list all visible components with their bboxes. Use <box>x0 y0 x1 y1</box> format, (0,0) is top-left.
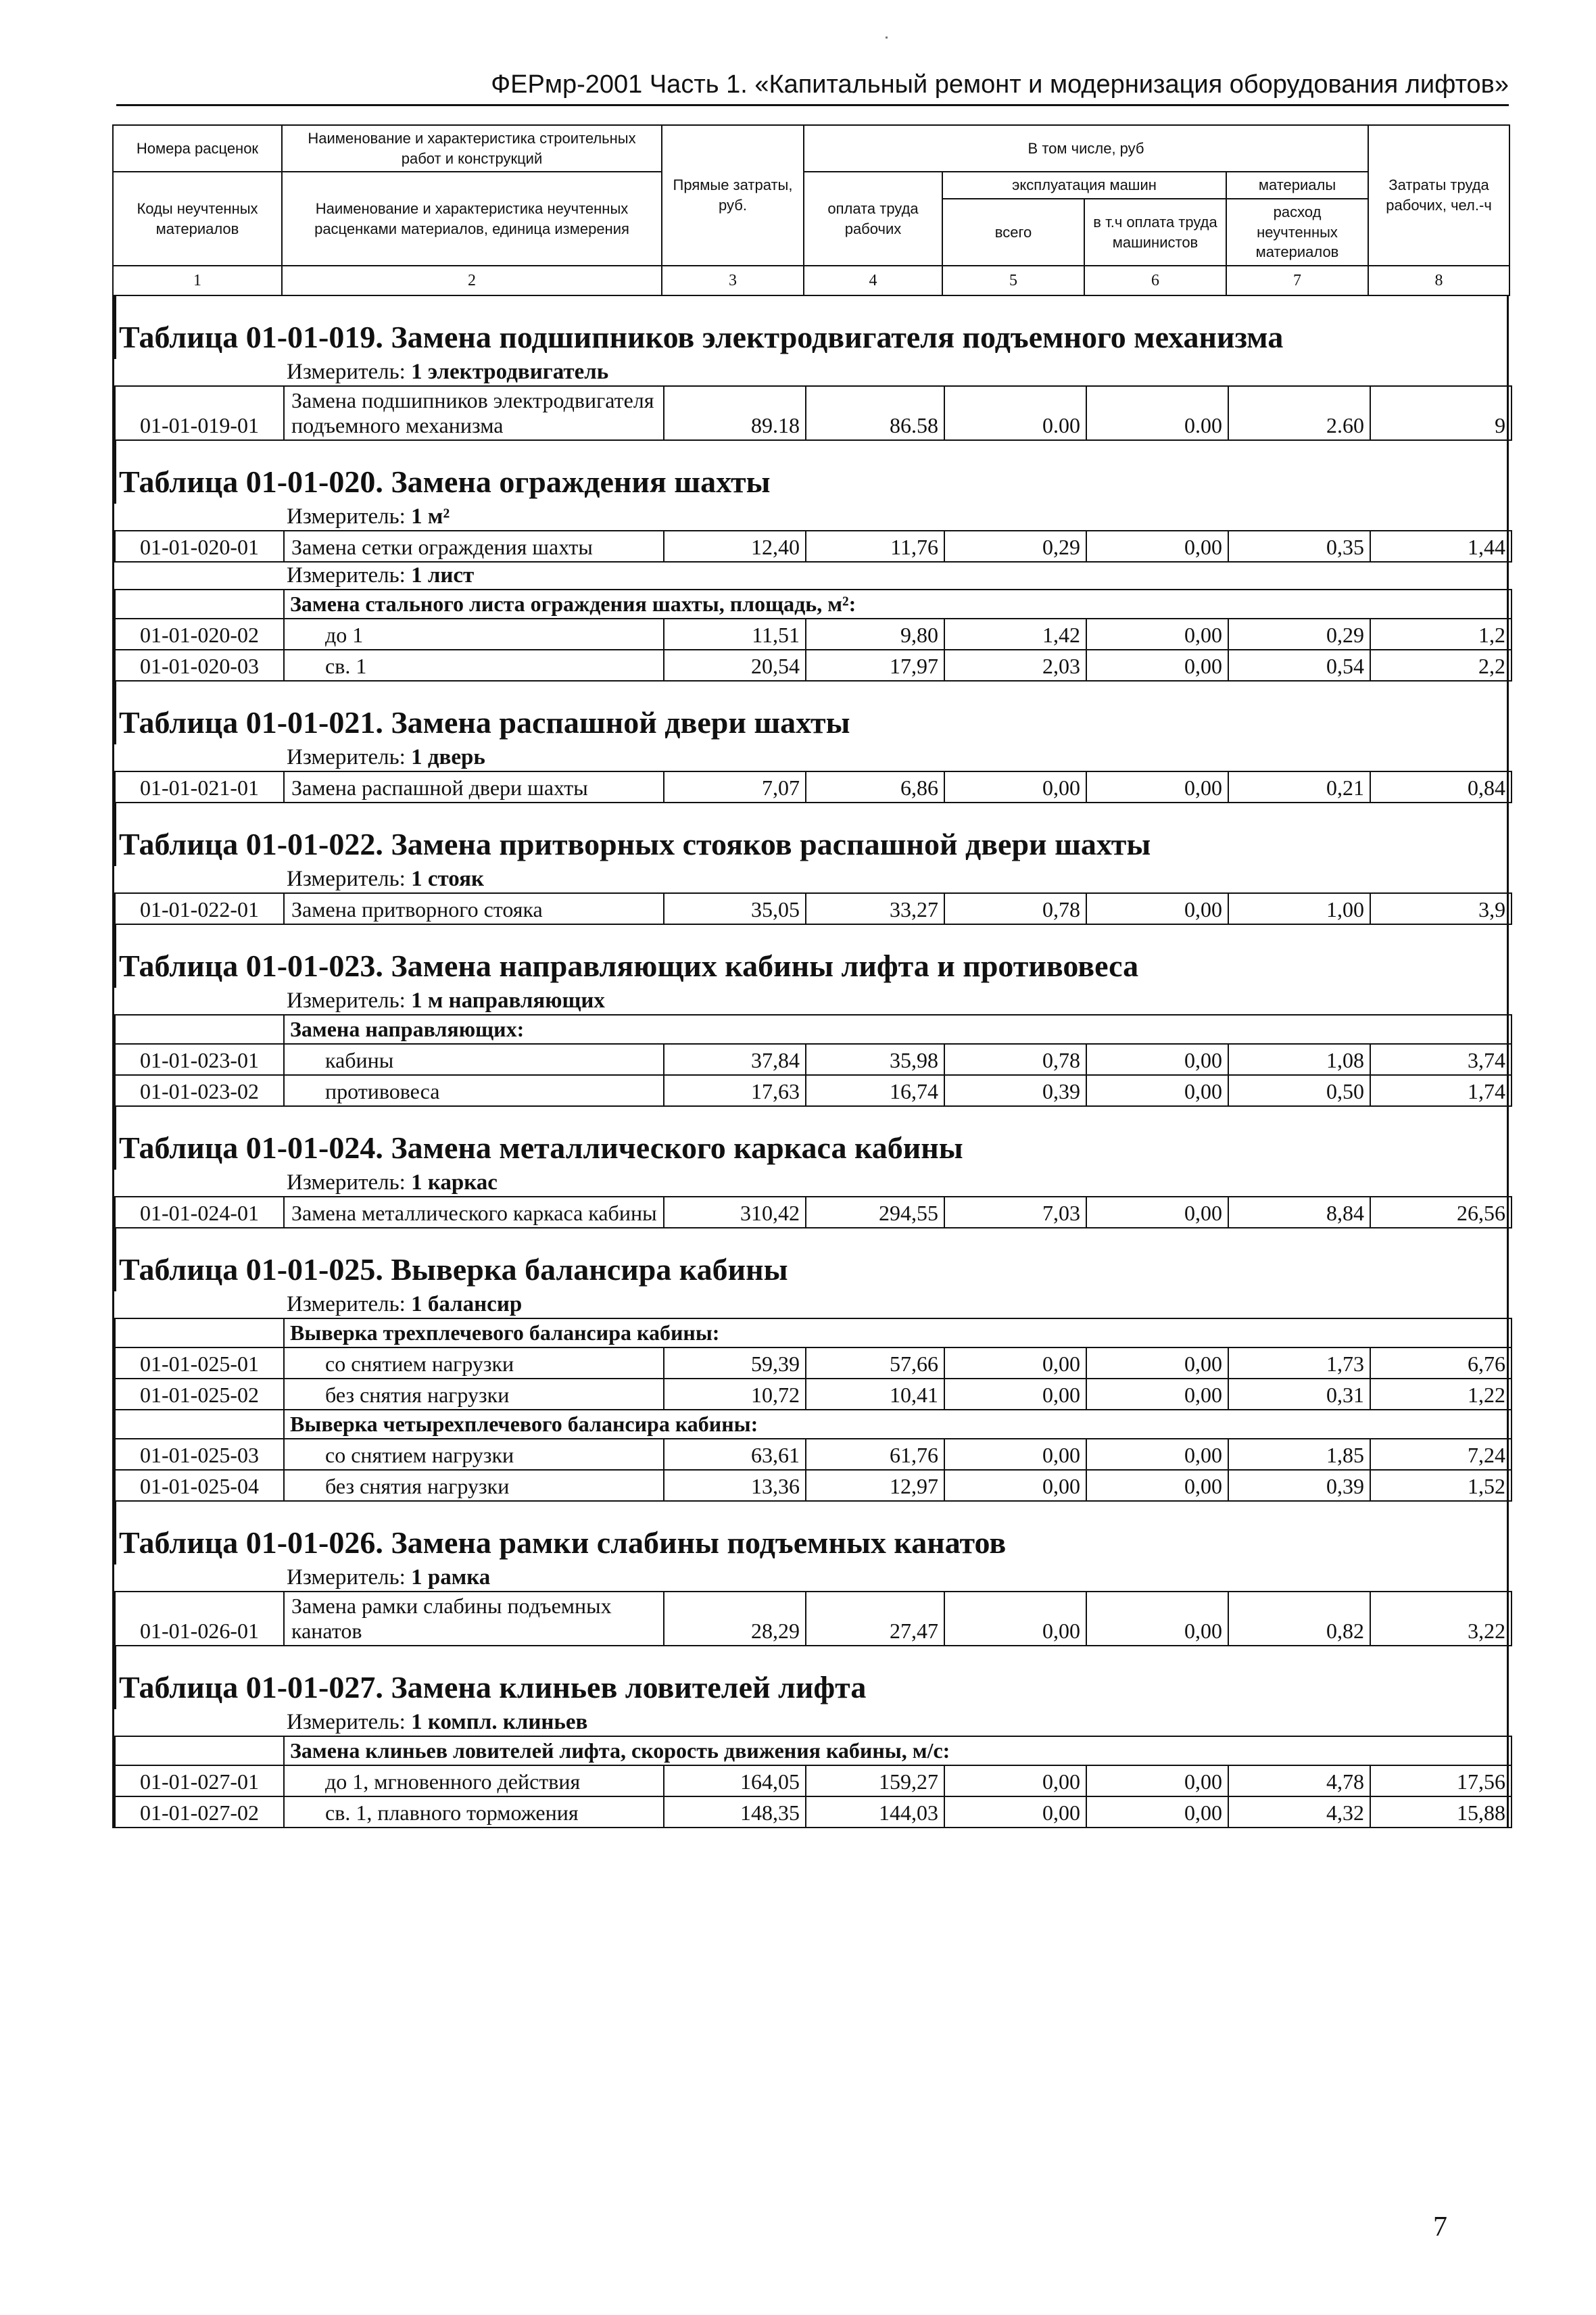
measure-row <box>115 1291 1512 1318</box>
section-table <box>114 988 1512 1107</box>
rate-code: 01-01-019-01 <box>115 386 284 440</box>
measure-label: Измеритель: <box>287 988 406 1013</box>
section-title: Таблица 01-01-019. Замена подшипников электродвигателя подъемного механизма <box>114 296 1507 359</box>
table-row <box>115 619 1512 650</box>
work-name: без снятия нагрузки <box>284 1379 664 1410</box>
subheading: Замена направляющих: <box>284 1015 1512 1044</box>
machinist-wage: 0,00 <box>1086 1197 1228 1228</box>
measure-label: Измеритель: <box>287 867 406 892</box>
machinist-wage: 0,00 <box>1086 531 1228 562</box>
header-machinist-wages: в т.ч оплата труда машинистов <box>1084 199 1226 266</box>
section-block <box>112 296 1509 441</box>
column-numbers-row <box>113 266 1509 295</box>
rate-code: 01-01-025-04 <box>115 1470 284 1501</box>
table-row <box>115 1592 1512 1646</box>
machinist-wage: 0,00 <box>1086 1379 1228 1410</box>
section-table <box>114 1291 1512 1502</box>
measure-row <box>115 562 1512 590</box>
material-cost: 0,50 <box>1228 1075 1370 1106</box>
rate-code: 01-01-020-03 <box>115 650 284 681</box>
table-row <box>115 1439 1512 1470</box>
section-block <box>112 1228 1509 1502</box>
header-codes-bottom: Коды неучтенных материалов <box>113 172 282 266</box>
machinist-wage: 0,00 <box>1086 1592 1228 1646</box>
labor-hours: 3,9 <box>1370 893 1512 924</box>
rate-code: 01-01-025-03 <box>115 1439 284 1470</box>
machine-cost: 0,00 <box>944 1470 1086 1501</box>
work-name: до 1, мгновенного действия <box>284 1765 664 1796</box>
direct-cost: 12,40 <box>664 531 806 562</box>
header-direct-costs: Прямые затраты, руб. <box>662 125 804 266</box>
machine-cost: 0,00 <box>944 1592 1086 1646</box>
work-name: со снятием нагрузки <box>284 1347 664 1379</box>
direct-cost: 63,61 <box>664 1439 806 1470</box>
subheading: Замена стального листа ограждения шахты, площадь, м²: <box>284 590 1512 619</box>
subheading: Выверка трехплечевого балансира кабины: <box>284 1318 1512 1347</box>
subheading-row <box>115 590 1512 619</box>
table-row <box>115 1347 1512 1379</box>
header-name-top: Наименование и характеристика строительных работ и конструкций <box>282 125 662 172</box>
table-row <box>115 1470 1512 1501</box>
measure-label: Измеритель: <box>287 504 406 529</box>
measure-row <box>115 1709 1512 1736</box>
header-name-bottom: Наименование и характеристика неучтенных расценками материалов, единица измерения <box>282 172 662 266</box>
machinist-wage: 0,00 <box>1086 1347 1228 1379</box>
section-table <box>114 744 1512 803</box>
direct-cost: 13,36 <box>664 1470 806 1501</box>
machinist-wage: 0,00 <box>1086 1075 1228 1106</box>
measure-row <box>115 1565 1512 1592</box>
machinist-wage: 0,00 <box>1086 650 1228 681</box>
subheading-row <box>115 1410 1512 1439</box>
material-cost: 1,08 <box>1228 1044 1370 1075</box>
labor-hours: 3,74 <box>1370 1044 1512 1075</box>
table-row <box>115 386 1512 440</box>
rate-code: 01-01-023-01 <box>115 1044 284 1075</box>
rate-code: 01-01-027-01 <box>115 1765 284 1796</box>
column-number: 7 <box>1226 266 1368 295</box>
rate-code: 01-01-026-01 <box>115 1592 284 1646</box>
labor-hours: 2,2 <box>1370 650 1512 681</box>
worker-wage: 9,80 <box>806 619 944 650</box>
material-cost: 4,32 <box>1228 1796 1370 1828</box>
section-block <box>112 803 1509 925</box>
machinist-wage: 0,00 <box>1086 893 1228 924</box>
material-cost: 8,84 <box>1228 1197 1370 1228</box>
direct-cost: 10,72 <box>664 1379 806 1410</box>
direct-cost: 310,42 <box>664 1197 806 1228</box>
material-cost: 0,29 <box>1228 619 1370 650</box>
rate-code: 01-01-020-01 <box>115 531 284 562</box>
column-number: 4 <box>804 266 942 295</box>
rate-code: 01-01-022-01 <box>115 893 284 924</box>
work-name: противовеса <box>284 1075 664 1106</box>
header-worker-wages: оплата труда рабочих <box>804 172 942 266</box>
material-cost: 4,78 <box>1228 1765 1370 1796</box>
machinist-wage: 0.00 <box>1086 386 1228 440</box>
column-number: 2 <box>282 266 662 295</box>
measure-label: Измеритель: <box>287 745 406 770</box>
direct-cost: 35,05 <box>664 893 806 924</box>
worker-wage: 17,97 <box>806 650 944 681</box>
material-cost: 0,31 <box>1228 1379 1370 1410</box>
machine-cost: 0,00 <box>944 1379 1086 1410</box>
measure-value: 1 балансир <box>411 1292 523 1317</box>
labor-hours: 15,88 <box>1370 1796 1512 1828</box>
section-title: Таблица 01-01-027. Замена клиньев ловителей лифта <box>114 1646 1507 1709</box>
header-codes-top: Номера расценок <box>113 125 282 172</box>
column-number: 3 <box>662 266 804 295</box>
worker-wage: 144,03 <box>806 1796 944 1828</box>
worker-wage: 159,27 <box>806 1765 944 1796</box>
worker-wage: 57,66 <box>806 1347 944 1379</box>
sections-container <box>112 296 1509 1828</box>
machine-cost: 0,78 <box>944 1044 1086 1075</box>
measure-label: Измеритель: <box>287 360 406 385</box>
table-row <box>115 650 1512 681</box>
measure-value: 1 каркас <box>411 1170 498 1195</box>
measure-value: 1 компл. клиньев <box>411 1710 588 1735</box>
measure-value: 1 стояк <box>411 867 485 892</box>
material-cost: 0,82 <box>1228 1592 1370 1646</box>
machine-cost: 7,03 <box>944 1197 1086 1228</box>
header-unaccounted-materials: расход неучтенных материалов <box>1226 199 1368 266</box>
section-table <box>114 1170 1512 1228</box>
machine-cost: 0.00 <box>944 386 1086 440</box>
section-title: Таблица 01-01-023. Замена направляющих кабины лифта и противовеса <box>114 925 1507 988</box>
rate-code: 01-01-027-02 <box>115 1796 284 1828</box>
work-name: Замена сетки ограждения шахты <box>284 531 664 562</box>
section-block <box>112 1107 1509 1228</box>
work-name: Замена рамки слабины подъемных канатов <box>284 1592 664 1646</box>
measure-row <box>115 1170 1512 1197</box>
measure-row <box>115 866 1512 893</box>
labor-hours: 0,84 <box>1370 771 1512 803</box>
measure-value: 1 дверь <box>411 745 485 770</box>
material-cost: 1,00 <box>1228 893 1370 924</box>
work-name: Замена подшипников электродвигателя подъемного механизма <box>284 386 664 440</box>
machinist-wage: 0,00 <box>1086 1044 1228 1075</box>
section-block <box>112 682 1509 803</box>
worker-wage: 61,76 <box>806 1439 944 1470</box>
work-name: до 1 <box>284 619 664 650</box>
page-number: 7 <box>1433 2212 1447 2243</box>
worker-wage: 35,98 <box>806 1044 944 1075</box>
labor-hours: 1,44 <box>1370 531 1512 562</box>
table-row <box>115 1044 1512 1075</box>
subheading-row <box>115 1015 1512 1044</box>
material-cost: 2.60 <box>1228 386 1370 440</box>
measure-value: 1 м направляющих <box>411 988 605 1013</box>
worker-wage: 16,74 <box>806 1075 944 1106</box>
direct-cost: 148,35 <box>664 1796 806 1828</box>
measure-label: Измеритель: <box>287 1292 406 1317</box>
section-block <box>112 441 1509 682</box>
worker-wage: 86.58 <box>806 386 944 440</box>
direct-cost: 28,29 <box>664 1592 806 1646</box>
scan-speck <box>886 37 888 39</box>
direct-cost: 59,39 <box>664 1347 806 1379</box>
section-title: Таблица 01-01-021. Замена распашной двери шахты <box>114 682 1507 744</box>
header-materials-group: материалы <box>1226 172 1368 199</box>
measure-value: 1 лист <box>411 563 475 588</box>
work-name: св. 1, плавного торможения <box>284 1796 664 1828</box>
header-machines-group: эксплуатация машин <box>942 172 1226 199</box>
worker-wage: 12,97 <box>806 1470 944 1501</box>
machinist-wage: 0,00 <box>1086 1439 1228 1470</box>
subheading: Замена клиньев ловителей лифта, скорость движения кабины, м/с: <box>284 1736 1512 1765</box>
measure-value: 1 м² <box>411 504 450 529</box>
worker-wage: 6,86 <box>806 771 944 803</box>
measure-row <box>115 744 1512 771</box>
column-number: 5 <box>942 266 1084 295</box>
header-including-group: В том числе, руб <box>804 125 1368 172</box>
measure-value: 1 рамка <box>411 1565 491 1590</box>
machine-cost: 0,00 <box>944 1439 1086 1470</box>
direct-cost: 89.18 <box>664 386 806 440</box>
table-row <box>115 1197 1512 1228</box>
machine-cost: 2,03 <box>944 650 1086 681</box>
rate-code: 01-01-024-01 <box>115 1197 284 1228</box>
direct-cost: 17,63 <box>664 1075 806 1106</box>
price-table-page <box>112 124 1509 1828</box>
labor-hours: 1,22 <box>1370 1379 1512 1410</box>
section-title: Таблица 01-01-026. Замена рамки слабины подъемных канатов <box>114 1502 1507 1565</box>
rate-code: 01-01-020-02 <box>115 619 284 650</box>
work-name: Замена металлического каркаса кабины <box>284 1197 664 1228</box>
machine-cost: 0,29 <box>944 531 1086 562</box>
column-number: 8 <box>1368 266 1509 295</box>
machine-cost: 0,00 <box>944 1765 1086 1796</box>
worker-wage: 27,47 <box>806 1592 944 1646</box>
worker-wage: 33,27 <box>806 893 944 924</box>
section-table <box>114 1709 1512 1828</box>
header-labor-hours: Затраты труда рабочих, чел.-ч <box>1368 125 1509 266</box>
labor-hours: 1,74 <box>1370 1075 1512 1106</box>
rate-code: 01-01-021-01 <box>115 771 284 803</box>
section-table <box>114 866 1512 925</box>
column-number: 6 <box>1084 266 1226 295</box>
material-cost: 0,54 <box>1228 650 1370 681</box>
section-block <box>112 925 1509 1107</box>
column-header-table <box>112 124 1510 296</box>
measure-row <box>115 988 1512 1015</box>
running-header: ФЕРмр-2001 Часть 1. «Капитальный ремонт и модернизация оборудования лифтов» <box>116 65 1509 106</box>
rate-code: 01-01-025-01 <box>115 1347 284 1379</box>
section-table <box>114 504 1512 682</box>
machinist-wage: 0,00 <box>1086 1765 1228 1796</box>
header-machines-total: всего <box>942 199 1084 266</box>
measure-label: Измеритель: <box>287 1565 406 1590</box>
direct-cost: 37,84 <box>664 1044 806 1075</box>
section-block <box>112 1502 1509 1646</box>
labor-hours: 17,56 <box>1370 1765 1512 1796</box>
machine-cost: 0,00 <box>944 771 1086 803</box>
subheading: Выверка четырехплечевого балансира кабины: <box>284 1410 1512 1439</box>
material-cost: 1,73 <box>1228 1347 1370 1379</box>
section-title: Таблица 01-01-022. Замена притворных стояков распашной двери шахты <box>114 803 1507 866</box>
subheading-row <box>115 1318 1512 1347</box>
table-row <box>115 1379 1512 1410</box>
table-row <box>115 893 1512 924</box>
direct-cost: 20,54 <box>664 650 806 681</box>
worker-wage: 294,55 <box>806 1197 944 1228</box>
direct-cost: 7,07 <box>664 771 806 803</box>
labor-hours: 6,76 <box>1370 1347 1512 1379</box>
measure-label: Измеритель: <box>287 1170 406 1195</box>
machinist-wage: 0,00 <box>1086 771 1228 803</box>
material-cost: 1,85 <box>1228 1439 1370 1470</box>
measure-value: 1 электродвигатель <box>411 360 609 385</box>
labor-hours: 1,52 <box>1370 1470 1512 1501</box>
machine-cost: 0,00 <box>944 1347 1086 1379</box>
table-row <box>115 1796 1512 1828</box>
subheading-row <box>115 1736 1512 1765</box>
work-name: св. 1 <box>284 650 664 681</box>
machinist-wage: 0,00 <box>1086 1796 1228 1828</box>
machinist-wage: 0,00 <box>1086 1470 1228 1501</box>
section-block <box>112 1646 1509 1828</box>
labor-hours: 7,24 <box>1370 1439 1512 1470</box>
machine-cost: 0,78 <box>944 893 1086 924</box>
section-title: Таблица 01-01-024. Замена металлического каркаса кабины <box>114 1107 1507 1170</box>
table-row <box>115 771 1512 803</box>
machine-cost: 1,42 <box>944 619 1086 650</box>
machine-cost: 0,39 <box>944 1075 1086 1106</box>
work-name: кабины <box>284 1044 664 1075</box>
section-table <box>114 359 1512 441</box>
labor-hours: 26,56 <box>1370 1197 1512 1228</box>
work-name: без снятия нагрузки <box>284 1470 664 1501</box>
material-cost: 0,39 <box>1228 1470 1370 1501</box>
table-row <box>115 1075 1512 1106</box>
section-title: Таблица 01-01-025. Выверка балансира кабины <box>114 1228 1507 1291</box>
worker-wage: 10,41 <box>806 1379 944 1410</box>
rate-code: 01-01-025-02 <box>115 1379 284 1410</box>
table-row <box>115 1765 1512 1796</box>
table-row <box>115 531 1512 562</box>
column-number: 1 <box>113 266 282 295</box>
measure-label: Измеритель: <box>287 563 406 588</box>
work-name: со снятием нагрузки <box>284 1439 664 1470</box>
section-title: Таблица 01-01-020. Замена ограждения шахты <box>114 441 1507 504</box>
measure-label: Измеритель: <box>287 1710 406 1735</box>
work-name: Замена распашной двери шахты <box>284 771 664 803</box>
material-cost: 0,35 <box>1228 531 1370 562</box>
work-name: Замена притворного стояка <box>284 893 664 924</box>
rate-code: 01-01-023-02 <box>115 1075 284 1106</box>
worker-wage: 11,76 <box>806 531 944 562</box>
machine-cost: 0,00 <box>944 1796 1086 1828</box>
measure-row <box>115 504 1512 531</box>
direct-cost: 164,05 <box>664 1765 806 1796</box>
direct-cost: 11,51 <box>664 619 806 650</box>
section-table <box>114 1565 1512 1646</box>
labor-hours: 3,22 <box>1370 1592 1512 1646</box>
labor-hours: 1,2 <box>1370 619 1512 650</box>
material-cost: 0,21 <box>1228 771 1370 803</box>
measure-row <box>115 359 1512 386</box>
machinist-wage: 0,00 <box>1086 619 1228 650</box>
labor-hours: 9 <box>1370 386 1512 440</box>
